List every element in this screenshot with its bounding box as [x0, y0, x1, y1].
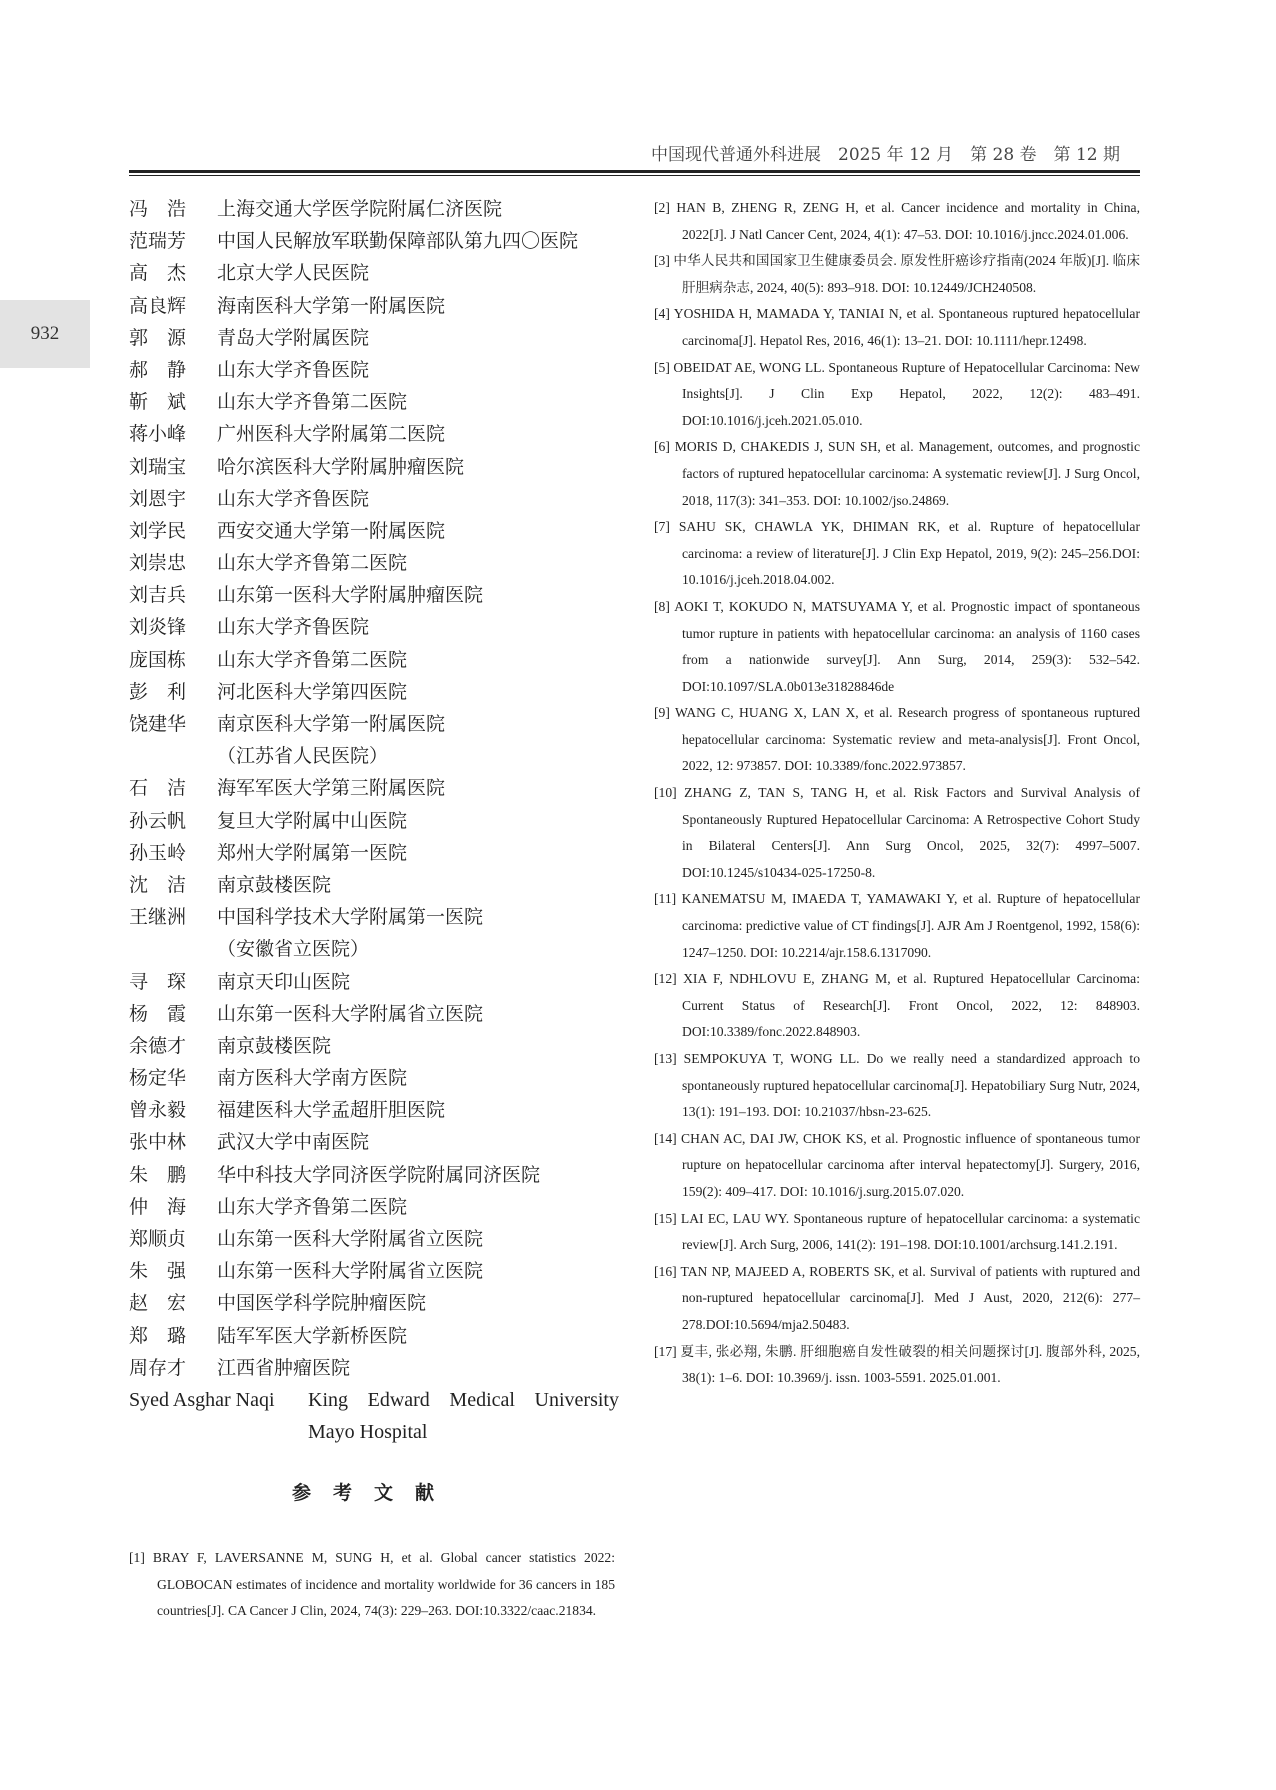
member-institution — [217, 483, 619, 515]
page-number: 932 — [30, 323, 60, 344]
institution-line: 海南医科大学第一附属医院 — [217, 294, 446, 317]
member-institution — [217, 1094, 619, 1126]
member-name: 靳 斌 — [129, 391, 187, 414]
member-name: 刘学民 — [129, 519, 187, 542]
member-institution — [217, 225, 619, 257]
reference-item: [13] SEMPOKUYA T, WONG LL. Do we really need a standardized approach to spontaneously ruptured hepatocellular carcinoma[J]. Hepatobiliary Surg Nutr, 2024, 13(1): 191–193. DOI: 10.21037/hbsn-23-625. — [654, 1051, 1140, 1120]
page-number-tab — [0, 300, 90, 368]
member-name: 杨定华 — [129, 1067, 187, 1090]
member-name: 刘吉兵 — [129, 584, 187, 607]
member-name: 张中林 — [129, 1131, 187, 1154]
member-institution — [217, 1191, 619, 1223]
references-left-column — [129, 1545, 615, 1625]
member-name: 郝 静 — [129, 358, 187, 381]
reference-item: [14] CHAN AC, DAI JW, CHOK KS, et al. Prognostic influence of spontaneous tumor rupture on hepatocellular carcinoma after interval hepatectomy[J]. Surgery, 2016, 159(2): 409–417. DOI: 10.1016/j.surg.2015.07.020. — [654, 1130, 1140, 1199]
reference-item: [5] OBEIDAT AE, WONG LL. Spontaneous Rupture of Hepatocellular Carcinoma: New Insights[J]. J Clin Exp Hepatol, 2022, 12(2): 483–491. DOI:10.1016/j.jceh.2021.05.010. — [654, 359, 1140, 428]
member-institution — [217, 869, 619, 901]
member-row — [129, 1320, 619, 1352]
committee-member-list — [129, 193, 619, 1448]
institution-line: 华中科技大学同济医学院附属同济医院 — [217, 1163, 541, 1186]
institution-line: 陆军军医大学新桥医院 — [217, 1324, 408, 1347]
institution-line: 福建医科大学孟超肝胆医院 — [217, 1099, 446, 1122]
institution-line: 西安交通大学第一附属医院 — [217, 519, 446, 542]
member-name: 蒋小峰 — [129, 423, 187, 446]
member-name: 庞国栋 — [129, 648, 187, 671]
member-row — [129, 193, 619, 225]
member-name: 仲 海 — [129, 1195, 187, 1218]
member-row — [129, 805, 619, 837]
header-rule-thin — [129, 175, 1140, 176]
institution-line: 南京医科大学第一附属医院 — [217, 713, 446, 735]
member-row — [129, 708, 619, 772]
reference-item: [15] LAI EC, LAU WY. Spontaneous rupture of hepatocellular carcinoma: a systematic review[J]. Arch Surg, 2006, 141(2): 191–198. DOI:10.1001/archsurg.141.2.191. — [654, 1210, 1140, 1253]
member-name: 曾永毅 — [129, 1099, 187, 1122]
member-row — [129, 1094, 619, 1126]
member-row — [129, 322, 619, 354]
member-name: 刘瑞宝 — [129, 455, 187, 478]
member-institution — [217, 1255, 619, 1287]
reference-item: [17] 夏丰, 张必翔, 朱鹏. 肝细胞癌自发性破裂的相关问题探讨[J]. 腹部外科, 2025, 38(1): 1–6. DOI: 10.3969/j. issn. 1003-5591. 2025.01.001. — [654, 1343, 1140, 1386]
member-row — [129, 1062, 619, 1094]
member-institution — [217, 418, 619, 450]
member-row — [129, 418, 619, 450]
member-name: 寻 琛 — [129, 970, 187, 993]
member-row — [129, 1223, 619, 1255]
member-row — [129, 515, 619, 547]
member-name: 彭 利 — [129, 680, 187, 703]
member-row — [129, 386, 619, 418]
institution-line: 海军军医大学第三附属医院 — [217, 777, 446, 800]
member-row — [129, 290, 619, 322]
header-rule — [129, 170, 1140, 173]
member-row — [129, 676, 619, 708]
institution-line: 山东大学齐鲁医院 — [217, 358, 370, 381]
member-institution — [217, 193, 619, 225]
reference-item: [6] MORIS D, CHAKEDIS J, SUN SH, et al. Management, outcomes, and prognostic factors of ruptured hepatocellular carcinoma: A systematic review[J]. J Surg Oncol, 2018, 117(3): 341–353. DOI: 10.1002/jso.24869. — [654, 439, 1140, 508]
member-row — [129, 483, 619, 515]
member-name: 郭 源 — [129, 326, 187, 349]
institution-line: 南京鼓楼医院 — [217, 873, 332, 896]
member-institution — [217, 772, 619, 804]
member-row — [129, 451, 619, 483]
member-name: 刘恩宇 — [129, 487, 187, 510]
institution-line: 上海交通大学医学院附属仁济医院 — [217, 198, 503, 220]
institution-line: 山东第一医科大学附属肿瘤医院 — [217, 584, 484, 607]
member-institution — [217, 644, 619, 676]
reference-item: [1] BRAY F, LAVERSANNE M, SUNG H, et al. Global cancer statistics 2022: GLOBOCAN estimates of incidence and mortality worldwide for 36 cancers in 185 countries[J]. CA Cancer J Clin, 2024, 74(3): 229–263. DOI:10.3322/caac.21834. — [129, 1550, 615, 1619]
member-row — [129, 1191, 619, 1223]
institution-line: （江苏省人民医院） — [217, 745, 389, 767]
member-row — [129, 225, 619, 257]
member-name: 周存才 — [129, 1356, 187, 1379]
member-name: 孙玉岭 — [129, 841, 187, 864]
member-row — [129, 257, 619, 289]
member-name: 王继洲 — [129, 906, 187, 929]
institution-line: 山东第一医科大学附属省立医院 — [217, 1228, 484, 1251]
member-institution — [217, 322, 619, 354]
foreign-member-institution: King Edward Medical University — [308, 1388, 619, 1411]
reference-item: [12] XIA F, NDHLOVU E, ZHANG M, et al. Ruptured Hepatocellular Carcinoma: Current Status of Research[J]. Front Oncol, 2022, 12: 848903. DOI:10.3389/fonc.2022.848903. — [654, 971, 1140, 1040]
reference-item: [3] 中华人民共和国国家卫生健康委员会. 原发性肝癌诊疗指南(2024 年版)[J]. 临床肝胆病杂志, 2024, 40(5): 893–918. DOI: 10.12449/JCH240508. — [654, 253, 1140, 295]
institution-line: 山东大学齐鲁第二医院 — [217, 1195, 408, 1218]
member-row — [129, 354, 619, 386]
member-institution — [217, 901, 619, 965]
institution-line: 北京大学人民医院 — [217, 262, 370, 285]
references-heading: 参考文献 — [291, 1482, 456, 1504]
reference-item: [10] ZHANG Z, TAN S, TANG H, et al. Risk Factors and Survival Analysis of Spontaneously Ruptured Hepatocellular Carcinoma: A Retrospective Cohort Study in Bilateral Centers[J]. Ann Surg Oncol, 2025, 32(7): 4997–5007. DOI:10.1245/s10434-025-17250-8. — [654, 785, 1140, 880]
institution-line: 山东大学齐鲁第二医院 — [217, 648, 408, 671]
member-row — [129, 837, 619, 869]
member-institution — [217, 966, 619, 998]
reference-item: [7] SAHU SK, CHAWLA YK, DHIMAN RK, et al. Rupture of hepatocellular carcinoma: a review of literature[J]. J Clin Exp Hepatol, 2019, 9(2): 245–256.DOI: 10.1016/j.jceh.2018.04.002. — [654, 519, 1140, 588]
foreign-member-name: Syed Asghar Naqi — [129, 1388, 275, 1411]
member-institution — [217, 1062, 619, 1094]
institution-line: 山东大学齐鲁第二医院 — [217, 391, 408, 414]
reference-item: [9] WANG C, HUANG X, LAN X, et al. Research progress of spontaneous ruptured hepatocellular carcinoma: Systematic review and meta-analysis[J]. Front Oncol, 2022, 12: 973857. DOI: 10.3389/fonc.2022.973857. — [654, 705, 1140, 774]
member-institution — [217, 708, 619, 772]
member-row — [129, 1255, 619, 1287]
member-institution — [217, 998, 619, 1030]
member-name: 朱 鹏 — [129, 1163, 187, 1186]
member-name: 孙云帆 — [129, 809, 187, 832]
member-name: 高 杰 — [129, 262, 187, 285]
member-row — [129, 901, 619, 965]
institution-line: 武汉大学中南医院 — [217, 1131, 370, 1154]
member-institution — [217, 1159, 619, 1191]
institution-line: 中国人民解放军联勤保障部队第九四〇医院 — [217, 230, 579, 253]
member-institution — [217, 547, 619, 579]
member-name: 郑 璐 — [129, 1324, 187, 1347]
institution-line: 山东大学齐鲁医院 — [217, 616, 370, 639]
references-right-column — [654, 195, 1140, 1392]
member-name: 杨 霞 — [129, 1002, 187, 1025]
member-rows — [129, 193, 619, 1384]
member-name: 饶建华 — [129, 713, 187, 735]
member-name: 高良辉 — [129, 294, 187, 317]
member-institution — [217, 837, 619, 869]
member-row — [129, 644, 619, 676]
member-institution — [217, 579, 619, 611]
member-name: 赵 宏 — [129, 1292, 187, 1315]
reference-item: [16] TAN NP, MAJEED A, ROBERTS SK, et al. Survival of patients with ruptured and non-ruptured hepatocellular carcinoma[J]. Med J Aust, 2020, 212(6): 277–278.DOI:10.5694/mja2.50483. — [654, 1263, 1140, 1332]
member-name: 冯 浩 — [129, 198, 187, 220]
member-row — [129, 1287, 619, 1319]
institution-line: 广州医科大学附属第二医院 — [217, 423, 446, 446]
member-name: 刘崇忠 — [129, 552, 187, 575]
institution-line: 复旦大学附属中山医院 — [217, 809, 408, 832]
member-institution — [217, 1030, 619, 1062]
reference-item: [11] KANEMATSU M, IMAEDA T, YAMAWAKI Y, et al. Rupture of hepatocellular carcinoma: predictive value of CT findings[J]. AJR Am J Roentgenol, 1992, 158(6): 1247–1250. DOI: 10.2214/ajr.158.6.1317090. — [654, 891, 1140, 960]
member-institution — [217, 451, 619, 483]
member-institution — [217, 1126, 619, 1158]
member-row — [129, 1126, 619, 1158]
institution-line: 山东大学齐鲁医院 — [217, 487, 370, 510]
member-institution — [217, 354, 619, 386]
institution-line: 山东第一医科大学附属省立医院 — [217, 1260, 484, 1283]
member-row — [129, 1159, 619, 1191]
member-name: 范瑞芳 — [129, 230, 187, 253]
member-institution — [217, 1223, 619, 1255]
member-row — [129, 966, 619, 998]
institution-line: 南京鼓楼医院 — [217, 1034, 332, 1057]
member-institution — [217, 257, 619, 289]
member-institution — [217, 290, 619, 322]
member-row — [129, 772, 619, 804]
foreign-member-institution-line2: Mayo Hospital — [308, 1420, 428, 1443]
reference-item: [8] AOKI T, KOKUDO N, MATSUYAMA Y, et al. Prognostic impact of spontaneous tumor rupture in patients with hepatocellular carcinoma: an analysis of 1160 cases from a nationwide survey[J]. Ann Surg, 2014, 259(3): 532–542. DOI:10.1097/SLA.0b013e31828846de — [654, 598, 1140, 694]
member-row — [129, 579, 619, 611]
institution-line: 河北医科大学第四医院 — [217, 680, 408, 703]
institution-line: 中国医学科学院肿瘤医院 — [217, 1292, 427, 1315]
institution-line: 中国科学技术大学附属第一医院 — [217, 906, 484, 929]
institution-line: 哈尔滨医科大学附属肿瘤医院 — [217, 455, 465, 478]
institution-line: 江西省肿瘤医院 — [217, 1356, 351, 1379]
institution-line: 山东大学齐鲁第二医院 — [217, 552, 408, 575]
member-institution — [217, 611, 619, 643]
foreign-member — [129, 1384, 619, 1448]
member-name: 石 洁 — [129, 777, 187, 800]
member-institution — [217, 515, 619, 547]
institution-line: （安徽省立医院） — [217, 938, 370, 961]
institution-line: 南京天印山医院 — [217, 970, 351, 993]
reference-item: [4] YOSHIDA H, MAMADA Y, TANIAI N, et al. Spontaneous ruptured hepatocellular carcinoma[J]. Hepatol Res, 2016, 46(1): 13–21. DOI: 10.1111/hepr.12498. — [654, 306, 1140, 348]
institution-line: 青岛大学附属医院 — [217, 326, 370, 349]
member-row — [129, 1352, 619, 1384]
institution-line: 山东第一医科大学附属省立医院 — [217, 1002, 484, 1025]
member-row — [129, 547, 619, 579]
institution-line: 郑州大学附属第一医院 — [217, 841, 408, 864]
member-row — [129, 611, 619, 643]
member-institution — [217, 805, 619, 837]
member-row — [129, 998, 619, 1030]
member-name: 余德才 — [129, 1034, 187, 1057]
member-institution — [217, 676, 619, 708]
member-name: 沈 洁 — [129, 873, 187, 896]
member-name: 朱 强 — [129, 1260, 187, 1283]
member-row — [129, 869, 619, 901]
institution-line: 南方医科大学南方医院 — [217, 1067, 408, 1090]
member-row — [129, 1030, 619, 1062]
member-name: 郑顺贞 — [129, 1228, 187, 1251]
member-institution — [217, 1352, 619, 1384]
reference-item: [2] HAN B, ZHENG R, ZENG H, et al. Cancer incidence and mortality in China, 2022[J]. J Natl Cancer Cent, 2024, 4(1): 47–53. DOI: 10.1016/j.jncc.2024.01.006. — [654, 200, 1140, 242]
running-header: 中国现代普通外科进展 2025 年 12 月 第 28 卷 第 12 期 — [651, 145, 1120, 165]
member-institution — [217, 1287, 619, 1319]
member-name: 刘炎锋 — [129, 616, 187, 639]
member-institution — [217, 1320, 619, 1352]
member-institution — [217, 386, 619, 418]
